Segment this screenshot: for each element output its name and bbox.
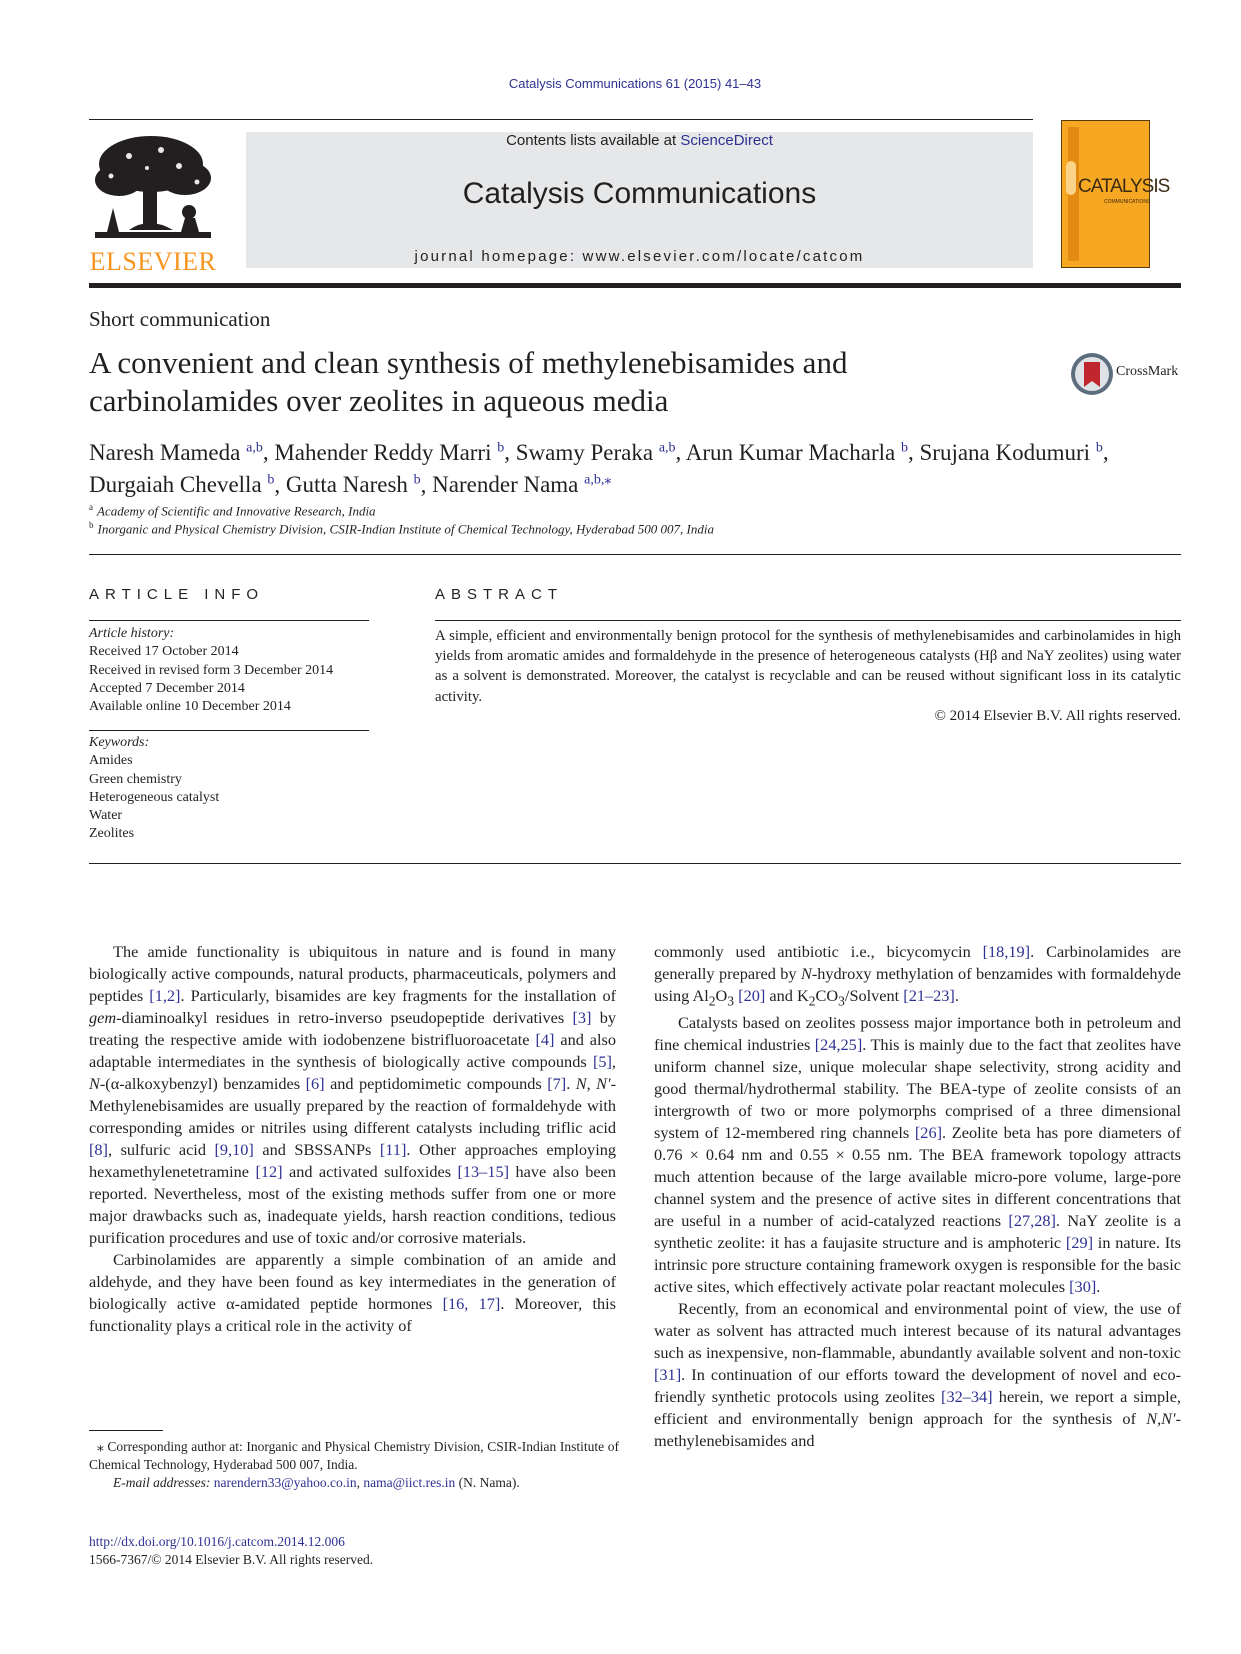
citation-link[interactable]: [24,25] [814,1035,863,1055]
affiliation-b: $^b$ Inorganic and Physical Chemistry Division, CSIR-Indian Institute of Chemical Technology, Hyderabad 500 007, India [89,520,714,537]
keywords-heading: Keywords: [89,735,150,750]
citation-link[interactable]: [4] [535,1030,555,1049]
article-title-line-1: A convenient and clean synthesis of methylenebisamides and [89,345,848,380]
author[interactable]: Swamy Peraka $^{a,b}$ [515,439,676,465]
author[interactable]: Srujana Kodumuri $^b$ [919,439,1103,465]
citation-link[interactable]: [31] [654,1365,682,1385]
keyword: Water [89,808,123,824]
elsevier-wordmark: ELSEVIER [89,247,217,276]
abstract-copyright: © 2014 Elsevier B.V. All rights reserved. [934,708,1181,724]
citation-link[interactable]: [6] [305,1074,325,1093]
journal-title[interactable]: Catalysis Communications [462,177,817,210]
history-revised: Received in revised form 3 December 2014 [89,662,334,678]
email-link[interactable]: nama@iict.res.in [363,1475,456,1490]
citation-link[interactable]: [32–34] [941,1387,993,1407]
page-footer [89,1533,373,1569]
citation-link[interactable]: [1,2] [149,986,181,1005]
body-paragraph: commonly used antibiotic i.e., bicycomycin [18,19]. Carbinolamides are generally prepared by N-hydroxy methylation of benzamides with formaldehyde using $Al_2O_3$ [20] and $K_2CO_3$/Solvent [21–23]. [654,942,1181,1009]
article-history [89,625,369,716]
article-info-heading: ARTICLE INFO [89,586,265,603]
body-paragraph: Carbinolamides are apparently a simple combination of an amide and aldehyde, and they have been found as key intermediates in the generation of biologically active α-amidated peptide hormones [16, 17]. Moreover, this functionality plays a critical role in the activity of [89,1250,616,1335]
author[interactable]: Mahender Reddy Marri $^b$ [274,439,505,465]
footnote-rule [89,1430,163,1431]
affiliation-a: $^a$ Academy of Scientific and Innovative Research, India [89,502,376,519]
author[interactable]: Gutta Naresh $^b$ [285,472,421,498]
citation-link[interactable]: [30] [1069,1277,1097,1297]
abstract-rule [435,620,1181,621]
citation-link[interactable]: [5] [592,1052,612,1071]
header-top-rule [89,119,1033,120]
article-info-rule [89,620,369,621]
article-title-line-2: carbinolamides over zeolites in aqueous media [89,383,669,418]
citation-link[interactable]: [21–23] [903,986,955,1005]
cover-title: CATALYSIS [1078,176,1170,197]
citation-link[interactable]: [3] [572,1008,592,1027]
author[interactable]: Durgaiah Chevella $^b$ [89,472,275,498]
journal-citation[interactable]: Catalysis Communications 61 (2015) 41–43 [508,76,762,91]
history-received: Received 17 October 2014 [89,644,239,660]
title-block-rule [89,554,1181,555]
citation-link[interactable]: [8] [89,1140,108,1159]
journal-homepage[interactable]: journal homepage: www.elsevier.com/locate/catcom [414,248,865,265]
article-type: Short communication [89,307,271,331]
keyword: Heterogeneous catalyst [89,789,220,805]
crossmark-icon [1070,352,1114,396]
citation-link[interactable]: [29] [1065,1233,1094,1253]
citation-link[interactable]: [9,10] [214,1140,254,1159]
abstract-heading: ABSTRACT [435,586,564,603]
keywords [89,734,369,844]
body-right-column [654,941,1181,1452]
footnote-mark: ⁎ [97,1439,104,1454]
issn-line: 1566-7367/© 2014 Elsevier B.V. All rights reserved. [89,1552,374,1567]
citation-link[interactable]: [26] [914,1123,943,1143]
author[interactable]: Naresh Mameda $^{a,b}$ [89,439,263,465]
body-paragraph: The amide functionality is ubiquitous in nature and is found in many biologically active compounds, natural products, pharmaceuticals, polymers and peptides [1,2]. Particularly, bisamides are key fragments for the installation of gem-diaminoalkyl residues in retro-inverso pseudopeptide derivatives [3] by treating the respective amide with iodobenzene bistrifluoroacetate [4] and also adaptable intermediates in the synthesis of biologically active compounds [5], N-(α-alkoxybenzyl) benzamides [6] and peptidomimetic compounds [7]. N, N′-Methylenebisamides are usually prepared by the reaction of formaldehyde with corresponding amides or nitriles using different catalysts including triflic acid [8], sulfuric acid [9,10] and SBSSANPs [11]. Other approaches employing hexamethylenetetramine [12] and activated sulfoxides [13–15] have also been reported. Nevertheless, most of the existing methods suffer from one or more major drawbacks such as, inadequate yields, harsh reaction conditions, tedious purification procedures and use of toxic and/or corrosive materials. [89,942,617,1247]
author[interactable]: Narender Nama $^{a,b,⁎}$ [432,472,612,498]
doi-link[interactable]: http://dx.doi.org/10.1016/j.catcom.2014.12.006 [89,1534,345,1549]
footnote-emails: E-mail addresses: narendern33@yahoo.co.in, nama@iict.res.in (N. Nama). [113,1475,520,1490]
cover-subtitle: COMMUNICATIONS [1104,199,1151,205]
contents-prefix: Contents lists available at [506,132,681,149]
citation-link[interactable]: [18,19] [982,942,1031,961]
article-history-heading: Article history: [89,626,175,641]
citation-link[interactable]: [13–15] [457,1162,510,1181]
body-paragraph: Recently, from an economical and environmental point of view, the use of water as solvent has attracted much interest because of its natural advantages such as inexpensive, non-flammable, abundantly available solvent and non-toxic [31]. In continuation of our efforts toward the development of novel and eco-friendly synthetic protocols using zeolites [32–34] herein, we report a simple, efficient and environmentally benign approach for the synthesis of N,N′-methylenebisamides and [654,1299,1181,1451]
sciencedirect-link[interactable]: ScienceDirect [680,132,773,149]
citation-link[interactable]: [12] [255,1162,283,1181]
history-online: Available online 10 December 2014 [89,699,291,715]
cover-circle-icon [1066,161,1076,195]
citation-link[interactable]: [16, 17] [442,1294,501,1313]
author-list: Naresh Mameda $^{a,b}$, Mahender Reddy Marri $^b$, Swamy Peraka $^{a,b}$, Arun Kumar Macharla $^b$, Srujana Kodumuri $^b$, Durgaiah Chevella $^b$, Gutta Naresh $^b$, Narender Nama $^{a,b,⁎}$ [89,439,1109,498]
article-title [89,344,989,420]
crossmark-label[interactable]: CrossMark [1116,364,1179,379]
citation-link[interactable]: [7] [547,1074,567,1093]
journal-cover-thumbnail[interactable] [1061,120,1170,268]
citation-link[interactable]: [27,28] [1008,1211,1056,1231]
footnote-text-line: ⁎ Corresponding author at: Inorganic and Physical Chemistry Division, CSIR-Indian Institute of Chemical Technology, Hyderabad 500 007, India. [89,1439,619,1472]
body-paragraph: Catalysts based on zeolites possess major importance both in petroleum and fine chemical industries [24,25]. This is mainly due to the fact that zeolites have uniform channel size, unique molecular shape selectivity, strong acidity and good thermal/hydrothermal stability. The BEA-type of zeolite consists of an intergrowth of two or more polymorphs comprised of a three dimensional system of 12-membered ring channels [26]. Zeolite beta has pore diameters of 0.76 × 0.64 nm and 0.55 × 0.55 nm. The BEA framework topology attracts much attention because of the large available micro-pore volume, large-pore channel system and the presence of active sites in different concentrations that are useful in a number of acid-catalyzed reactions [27,28]. NaY zeolite is a synthetic zeolite: it has a faujasite structure and is amphoteric [29] in nature. Its intrinsic pore structure containing framework oxygen is responsible for the basic active sites, which effectively activate polar reactant molecules [30]. [654,1013,1182,1297]
citation-link[interactable]: [11] [379,1140,407,1159]
contents-available-line [246,132,1033,149]
email-link[interactable]: narendern33@yahoo.co.in [213,1475,357,1490]
history-accepted: Accepted 7 December 2014 [89,680,245,696]
elsevier-tree-icon [89,132,217,244]
body-left-column [89,941,616,1337]
keywords-rule [89,730,369,731]
citation-link[interactable]: [20] [738,986,766,1005]
keyword: Zeolites [89,826,135,842]
keyword: Amides [89,753,133,769]
header-thick-rule [89,283,1181,288]
abstract-text: A simple, efficient and environmentally benign protocol for the synthesis of methylenebisamides and carbinolamides in high yields from aromatic amides and formaldehyde in the presence of heterogeneous catalysts (Hβ and NaY zeolites) using water as a solvent is demonstrated. Moreover, the catalyst is recyclable and can be reused without significant loss in its catalytic activity. [435,628,1181,705]
author[interactable]: Arun Kumar Macharla $^b$ [685,439,908,465]
corresponding-author-footnote [89,1438,619,1492]
keyword: Green chemistry [89,771,182,787]
front-matter-bottom-rule [89,863,1181,864]
